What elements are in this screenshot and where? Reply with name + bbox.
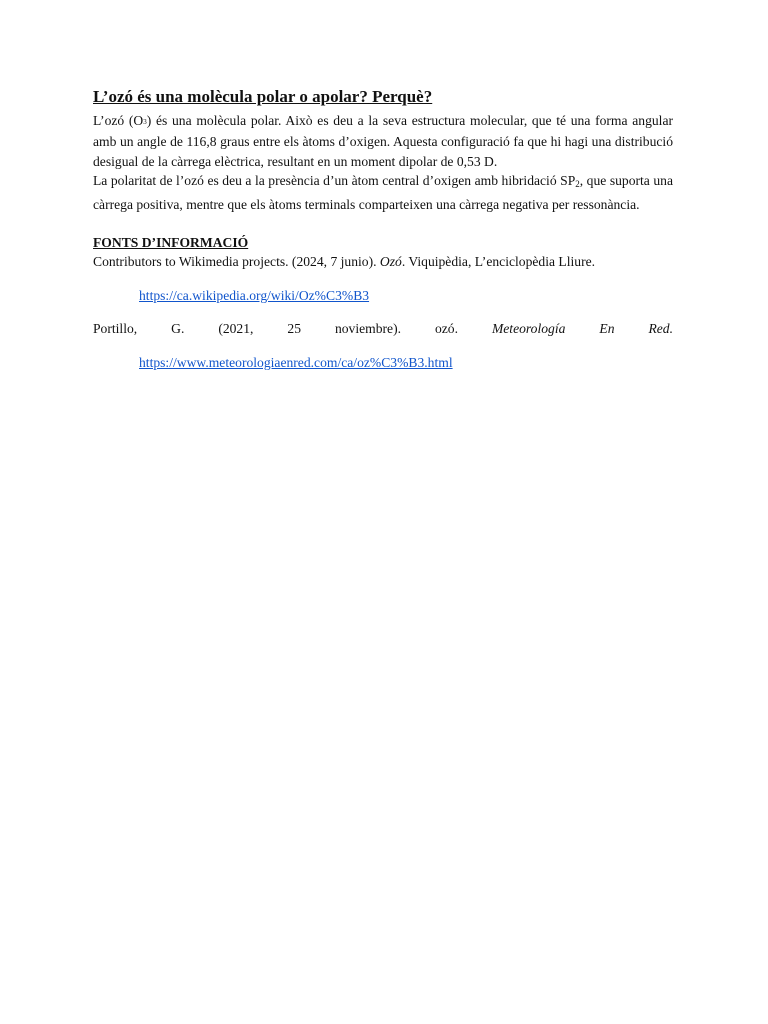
- paragraph-polarity-cause: [93, 171, 673, 214]
- document-title: L’ozó és una molècula polar o apolar? Perquè?: [93, 87, 433, 106]
- reference-meteorologia: [93, 319, 673, 372]
- reference-link[interactable]: https://ca.wikipedia.org/wiki/Oz%C3%B3: [139, 287, 370, 303]
- reference-citation: [93, 319, 673, 338]
- reference-word: G.: [171, 321, 185, 337]
- reference-link[interactable]: https://www.meteorologiaenred.com/ca/oz%C3%B3.html: [139, 354, 453, 370]
- sources-heading: FONTS D’INFORMACIÓ: [93, 235, 249, 251]
- reference-wikipedia: [93, 252, 673, 305]
- reference-authors: Contributors to Wikimedia projects. (2024, 7 junio).: [93, 254, 380, 270]
- paragraph-text: La polaritat de l’ozó es deu a la presència d’un àtom central d’oxigen amb hibridació SP: [93, 173, 576, 189]
- reference-word: 25: [287, 321, 301, 337]
- paragraph-text: L’ozó (O: [93, 113, 144, 128]
- reference-citation: [93, 252, 673, 271]
- reference-work-title-word: En: [599, 321, 615, 337]
- paragraph-ozone-polarity: [93, 111, 673, 171]
- reference-work-title: Ozó: [379, 254, 402, 270]
- paragraph-text: ) és una molècula polar. Això es deu a la seva estructura molecular, que té una forma angular amb un angle de 116,8 graus entre els àtoms d’oxigen. Aquesta configuració fa que hi hagi una distribució desigual de la càrrega elèctrica, resultant en un moment dipolar de 0,53 D.: [93, 113, 674, 169]
- reference-work-title-word: Meteorología: [491, 321, 566, 337]
- reference-word: Portillo,: [93, 321, 138, 337]
- reference-publisher: . Viquipèdia, L’enciclopèdia Lliure.: [401, 254, 596, 270]
- document-page: [93, 86, 673, 372]
- formula-subscript: 3: [143, 118, 147, 126]
- reference-work-title-word: Red.: [648, 321, 673, 337]
- paragraph-text: , que suporta una càrrega positiva, mentre que els àtoms terminals comparteixen una càrrega negativa per ressonància.: [93, 173, 673, 212]
- reference-word: noviembre).: [334, 321, 401, 337]
- reference-word: ozó.: [434, 321, 458, 337]
- reference-word: (2021,: [218, 321, 254, 337]
- hybridization-subscript: 2: [575, 179, 580, 190]
